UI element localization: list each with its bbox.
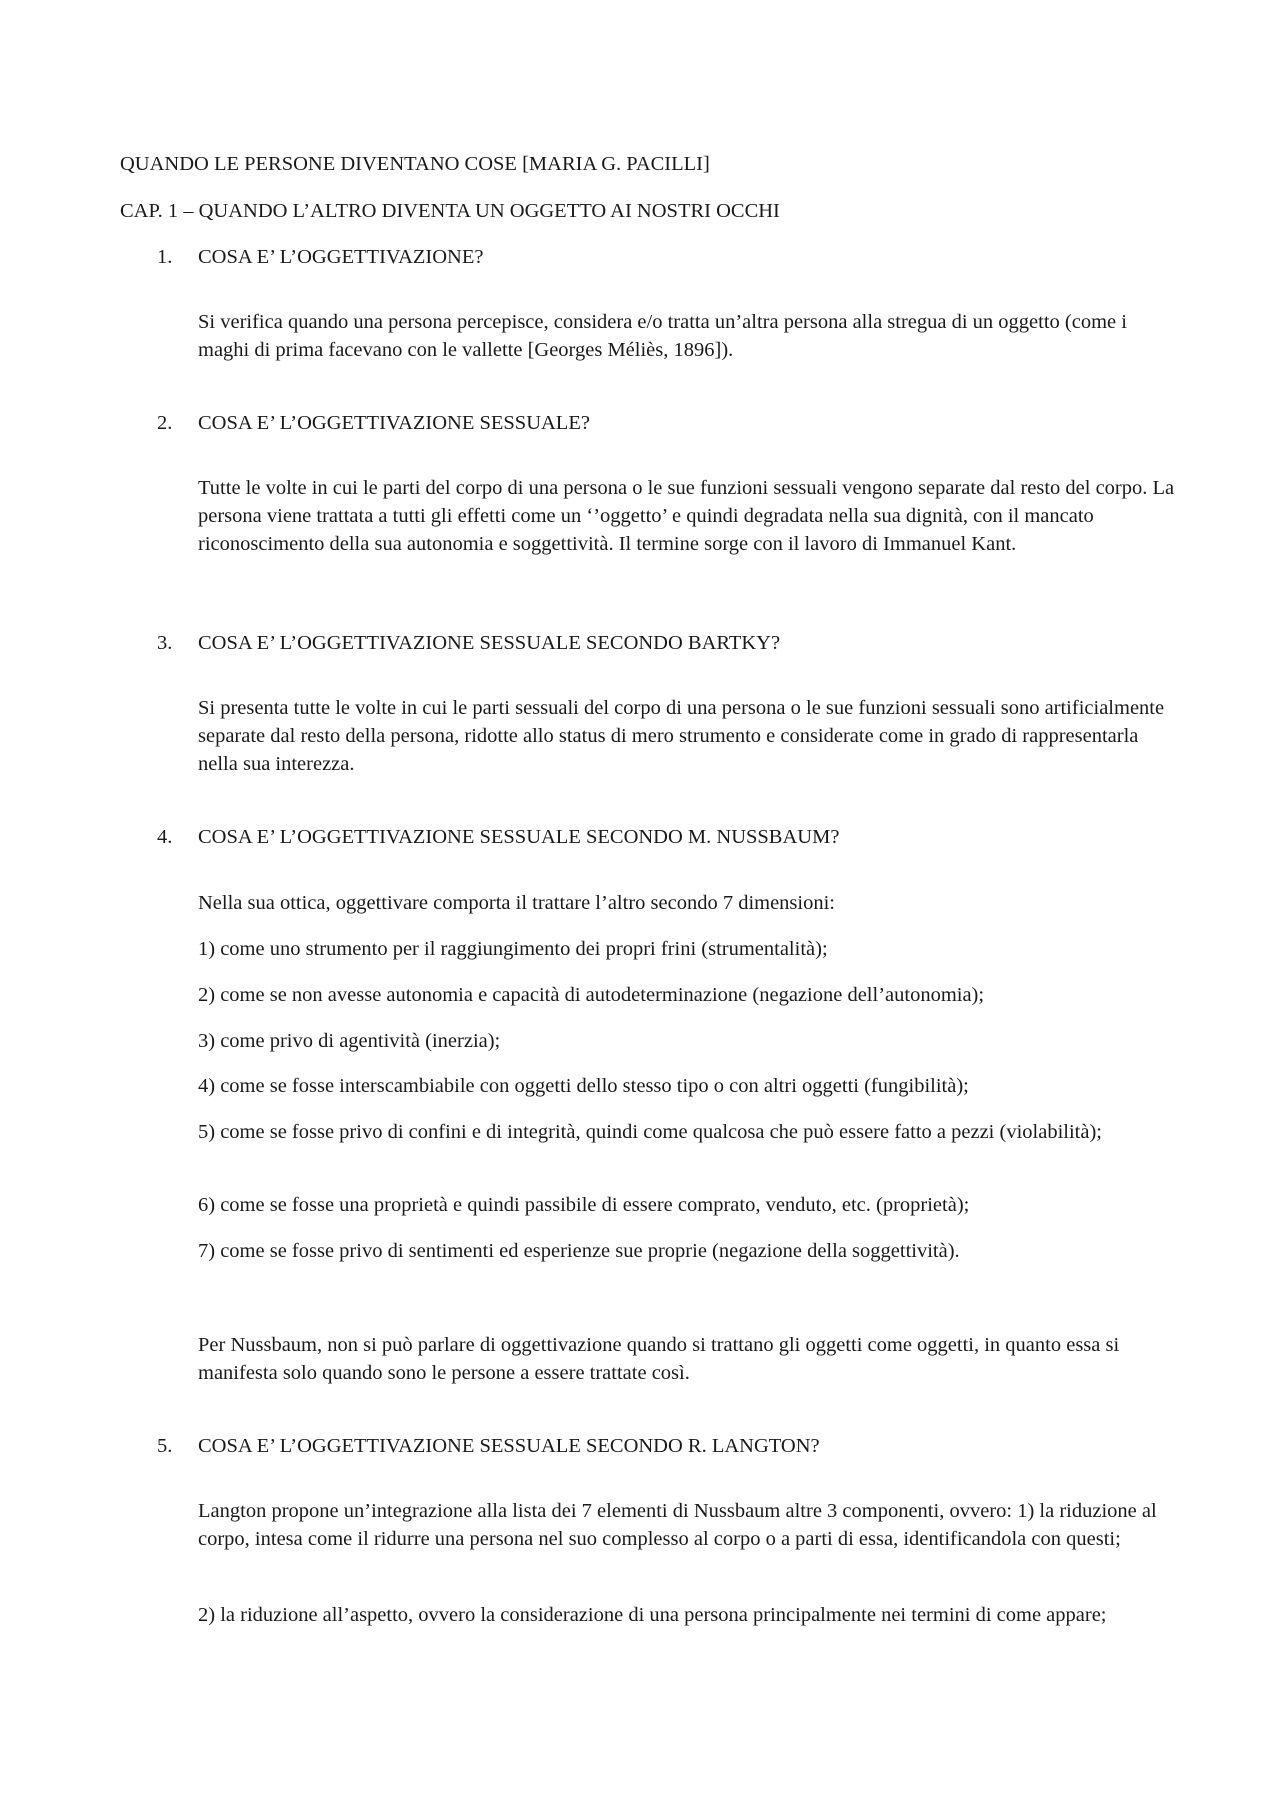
section-question: COSA E’ L’OGGETTIVAZIONE?: [198, 246, 484, 268]
section-paragraph: Tutte le volte in cui le parti del corpo di una persona o le sue funzioni sessuali vengono separate dal resto del corpo. La persona viene trattata a tutti gli effetti come un ‘’oggetto’ e quindi degradata nella sua dignità, con il mancato riconoscimento della sua autonomia e soggettività. Il termine sorge con il lavoro di Immanuel Kant.: [198, 476, 1175, 555]
section-number: 3.: [157, 632, 173, 654]
chapter-heading: CAP. 1 – QUANDO L’ALTRO DIVENTA UN OGGETTO AI NOSTRI OCCHI: [120, 200, 780, 222]
section-question: COSA E’ L’OGGETTIVAZIONE SESSUALE SECONDO R. LANGTON?: [198, 1435, 820, 1457]
section-paragraph: 2) la riduzione all’aspetto, ovvero la considerazione di una persona principalmente nei termini di come appare;: [198, 1603, 1107, 1626]
list-item: 4) come se fosse interscambiabile con oggetti dello stesso tipo o con altri oggetti (fungibilità);: [198, 1074, 969, 1097]
list-item: 5) come se fosse privo di confini e di integrità, quindi come qualcosa che può essere fatto a pezzi (violabilità);: [198, 1120, 1102, 1143]
section-question: COSA E’ L’OGGETTIVAZIONE SESSUALE?: [198, 412, 590, 434]
list-item: 7) come se fosse privo di sentimenti ed esperienze sue proprie (negazione della soggettività).: [198, 1239, 960, 1262]
list-item: 6) come se fosse una proprietà e quindi passibile di essere comprato, venduto, etc. (proprietà);: [198, 1193, 970, 1216]
section-paragraph: Si presenta tutte le volte in cui le parti sessuali del corpo di una persona o le sue funzioni sessuali sono artificialmente separate dal resto della persona, ridotte allo status di mero strumento e considerate come in grado di rappresentarla nella sua interezza.: [198, 696, 1165, 775]
section-question: COSA E’ L’OGGETTIVAZIONE SESSUALE SECONDO M. NUSSBAUM?: [198, 826, 840, 848]
list-item: 3) come privo di agentività (inerzia);: [198, 1029, 501, 1052]
list-item: 1) come uno strumento per il raggiungimento dei propri frini (strumentalità);: [198, 937, 828, 960]
section-paragraph: Per Nussbaum, non si può parlare di oggettivazione quando si trattano gli oggetti come oggetti, in quanto essa si manifesta solo quando sono le persone a essere trattate così.: [198, 1333, 1120, 1384]
section-paragraph: Si verifica quando una persona percepisce, considera e/o tratta un’altra persona alla stregua di un oggetto (come i maghi di prima facevano con le vallette [Georges Méliès, 1896]).: [198, 310, 1127, 361]
document-title: QUANDO LE PERSONE DIVENTANO COSE [MARIA G. PACILLI]: [120, 153, 710, 175]
section-paragraph: Langton propone un’integrazione alla lista dei 7 elementi di Nussbaum altre 3 componenti, ovvero: 1) la riduzione al corpo, intesa come il ridurre una persona nel suo complesso al corpo o a parti di essa, identificandola con questi;: [198, 1499, 1157, 1550]
section-number: 5.: [157, 1435, 173, 1457]
list-item: 2) come se non avesse autonomia e capacità di autodeterminazione (negazione dell’autonomia);: [198, 983, 985, 1006]
section-number: 2.: [157, 412, 173, 434]
section-paragraph: Nella sua ottica, oggettivare comporta il trattare l’altro secondo 7 dimensioni:: [198, 891, 836, 914]
section-question: COSA E’ L’OGGETTIVAZIONE SESSUALE SECONDO BARTKY?: [198, 632, 781, 654]
section-number: 1.: [157, 246, 173, 268]
section-number: 4.: [157, 826, 173, 848]
